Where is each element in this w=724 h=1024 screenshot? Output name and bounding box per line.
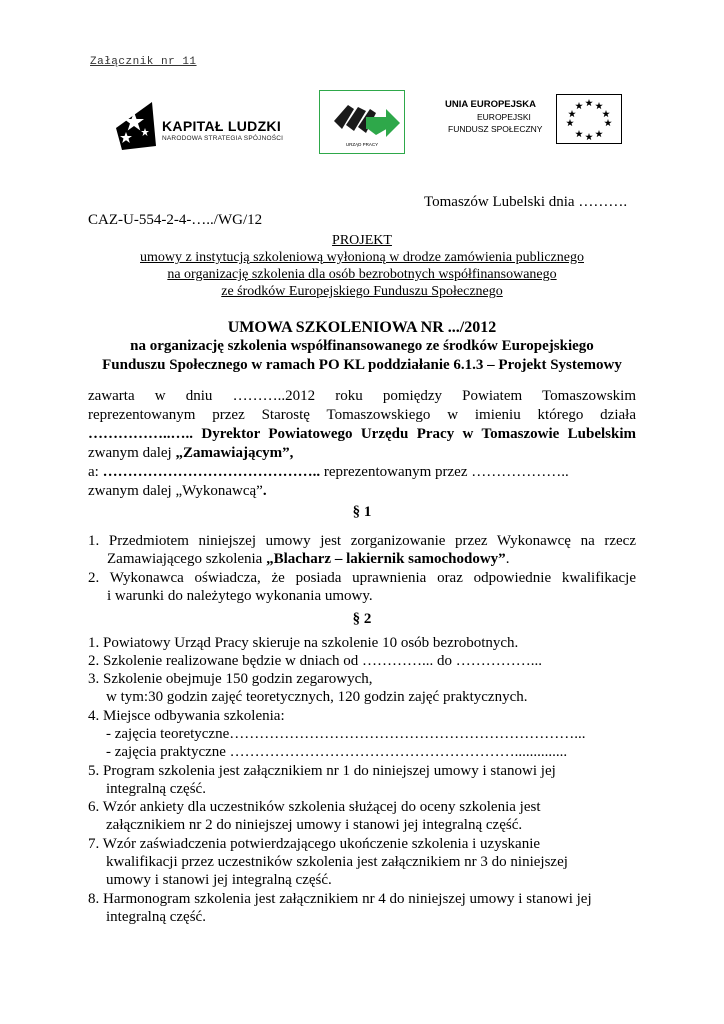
s1-zamawiajacego: Zamawiającego szkolenia <box>107 551 267 567</box>
section-1-item-1-line-1: 1. Przedmiotem niniejszej umowy jest zorganizowanie przez Wykonawcę na rzecz <box>88 533 636 549</box>
intro-line-4 <box>88 444 293 463</box>
intro-period: . <box>262 483 267 499</box>
kapital-ludzki-title: KAPITAŁ LUDZKI <box>162 118 282 134</box>
umowa-title: UMOWA SZKOLENIOWA NR .../2012 <box>227 319 497 336</box>
section-2-line-3: 3. Szkolenie obejmuje 150 godzin zegarowych, <box>88 671 373 687</box>
section-2-line-1: 1. Powiatowy Urząd Pracy skieruje na szkolenie 10 osób bezrobotnych. <box>88 635 519 651</box>
section-1-item-2-line-2: i warunki do należytego wykonania umowy. <box>107 588 373 604</box>
umowa-subtitle-1: na organizację szkolenia współfinansowanego ze środków Europejskiego <box>130 338 594 354</box>
section-2-line-10: 6. Wzór ankiety dla uczestników szkolenia służącej do oceny szkolenia jest <box>88 799 541 815</box>
ue-line3: FUNDUSZ SPOŁECZNY <box>448 124 543 134</box>
intro-zwanym-wykonawca: zwanym dalej „Wykonawcą” <box>88 483 263 499</box>
reference-number: CAZ-U-554-2-4-…../WG/12 <box>88 212 263 228</box>
section-2-line-7: - zajęcia praktyczne ………………………………………………….............. <box>106 744 568 760</box>
section-2-line-4: w tym:30 godzin zajęć teoretycznych, 120 godzin zajęć praktycznych. <box>106 689 528 705</box>
section-2-line-8: 5. Program szkolenia jest załącznikiem nr 1 do niniejszej umowy i stanowi jej <box>88 763 556 779</box>
intro-zwanym: zwanym dalej <box>88 445 176 461</box>
ue-title: UNIA EUROPEJSKA <box>445 99 536 110</box>
intro-zamawiajacy: „Zamawiającym”, <box>175 445 294 461</box>
section-1-item-2-line-1: 2. Wykonawca oświadcza, że posiada uprawnienia oraz odpowiednie kwalifikacje <box>88 570 636 586</box>
section-2-line-6: - zajęcia teoretyczne……………………………………………………………... <box>106 726 586 742</box>
intro-a: a: <box>88 464 103 480</box>
intro-reprezentowanym: reprezentowanym przez ……………….. <box>320 464 569 480</box>
intro-line-1: zawarta w dniu ………..2012 roku pomiędzy Powiatem Tomaszowskim <box>88 388 636 404</box>
projekt-line-1: umowy z instytucją szkoleniową wyłonioną w drodze zamówienia publicznego <box>140 250 584 265</box>
section-2-line-15: 8. Harmonogram szkolenia jest załącznikiem nr 4 do niniejszej umowy i stanowi jej <box>88 891 592 907</box>
intro-line-5 <box>88 463 636 482</box>
place-date: Tomaszów Lubelski dnia ………. <box>424 194 628 210</box>
intro-line-3: ……………..….. Dyrektor Powiatowego Urzędu Pracy w Tomaszowie Lubelskim <box>88 426 636 442</box>
section-2-line-16: integralną część. <box>106 909 206 925</box>
eu-flag-icon <box>556 94 622 144</box>
projekt-line-2: na organizację szkolenia dla osób bezrobotnych współfinansowanego <box>167 267 557 282</box>
section-2-line-5: 4. Miejsce odbywania szkolenia: <box>88 708 285 724</box>
projekt-line-3: ze środków Europejskiego Funduszu Społecznego <box>221 284 503 299</box>
section-2-line-9: integralną część. <box>106 781 206 797</box>
section-2-line-14: umowy i stanowi jej integralną część. <box>106 872 332 888</box>
attachment-label: Załącznik nr 11 <box>90 56 197 68</box>
section-2-line-12: 7. Wzór zaświadczenia potwierdzającego ukończenie szkolenia i uzyskanie <box>88 836 541 852</box>
umowa-subtitle-2: Funduszu Społecznego w ramach PO KL poddziałanie 6.1.3 – Projekt Systemowy <box>102 357 622 373</box>
intro-line-6 <box>88 482 267 501</box>
intro-line-2: reprezentowanym przez Starostę Tomaszowskiego w imieniu którego działa <box>88 407 636 423</box>
section-2-line-2: 2. Szkolenie realizowane będzie w dniach od …………... do ……………... <box>88 653 543 669</box>
kapital-ludzki-stars-icon <box>112 98 162 154</box>
intro-wykonawca-dots: …………………………………….. <box>102 464 321 480</box>
s1-period: . <box>505 551 510 567</box>
ue-line2: EUROPEJSKI <box>477 112 531 122</box>
kapital-ludzki-subtitle: NARODOWA STRATEGIA SPÓJNOŚCI <box>162 135 284 142</box>
section-2-heading: § 2 <box>352 611 372 627</box>
section-2-line-13: kwalifikacji przez uczestników szkolenia jest załącznikiem nr 3 do niniejszej <box>106 854 568 870</box>
s1-training-name: „Blacharz – lakiernik samochodowy” <box>266 551 506 567</box>
section-2-line-11: załącznikiem nr 2 do niniejszej umowy i stanowi jej integralną część. <box>106 817 523 833</box>
section-1-item-1-line-2 <box>107 550 509 569</box>
urzad-pracy-caption: URZĄD PRACY <box>345 142 379 147</box>
projekt-title: PROJEKT <box>332 233 392 248</box>
section-1-heading: § 1 <box>352 504 372 520</box>
